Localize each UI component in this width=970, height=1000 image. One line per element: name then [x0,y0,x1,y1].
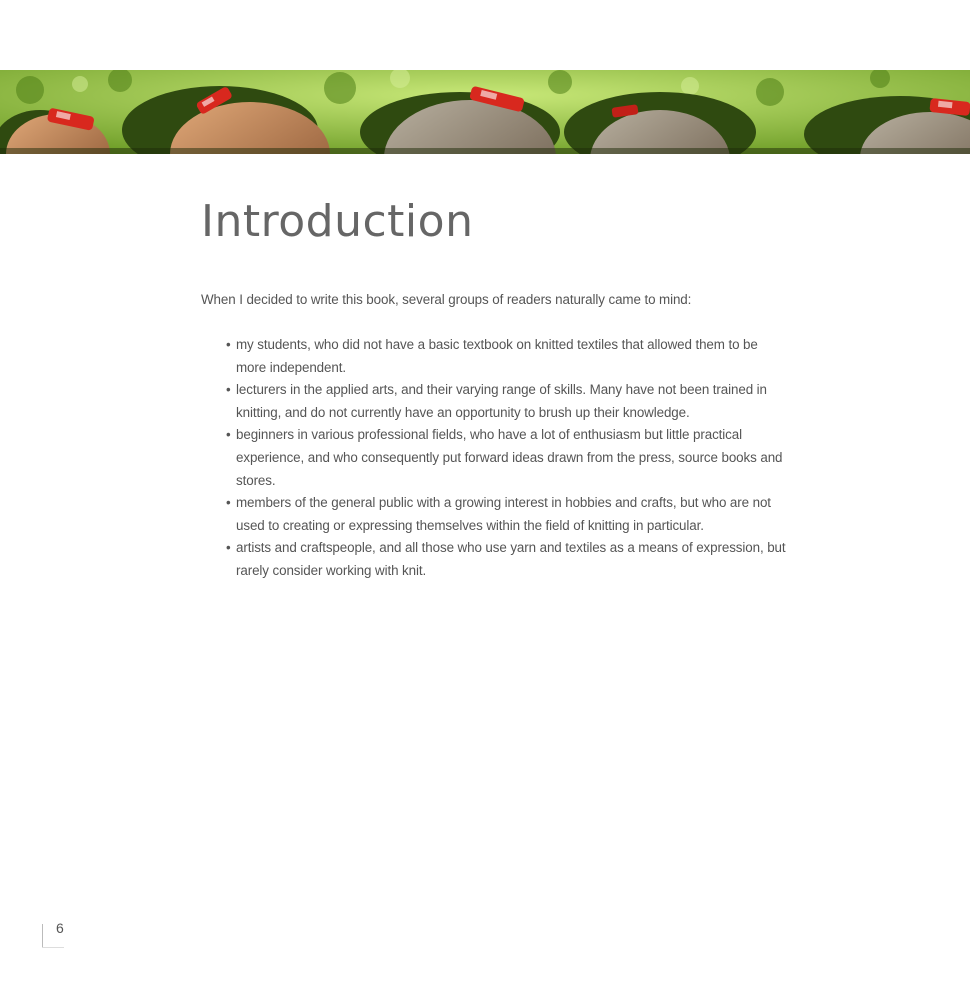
list-item-text: beginners in various professional fields, who have a lot of enthusiasm but little practical experience, and who consequently put forward ideas drawn from the press, source books and stores. [236,427,783,488]
intro-paragraph: When I decided to write this book, several groups of readers naturally came to mind: [201,292,692,307]
list-item [226,492,786,537]
list-item [226,379,786,424]
reader-groups-list [226,334,786,583]
bullet-icon: • [226,337,231,352]
bullet-icon: • [226,495,231,511]
list-item [226,424,786,492]
page-number-rule-horizontal [42,947,64,948]
list-item-text: artists and craftspeople, and all those who use yarn and textiles as a means of expression, but rarely consider working with knit. [236,540,786,578]
page-title: Introduction [201,196,474,247]
bullet-icon: • [226,382,231,398]
list-item-text: lecturers in the applied arts, and their varying range of skills. Many have not been trained in knitting, and do not currently have an opportunity to brush up their knowledge. [236,382,767,420]
list-item-text: members of the general public with a growing interest in hobbies and crafts, but who are not used to creating or expressing themselves within the field of knitting in particular. [236,495,771,533]
list-item-text: my students, who did not have a basic textbook on knitted textiles that allowed them to be more independent. [236,337,758,375]
list-item [226,334,786,379]
page-number-rule [42,924,43,948]
page-number: 6 [56,920,64,936]
bullet-icon: • [226,540,231,556]
header-photo-banner [0,70,970,154]
bullet-icon: • [226,427,231,443]
photo-banner-icon [0,70,970,154]
list-item [226,537,786,582]
